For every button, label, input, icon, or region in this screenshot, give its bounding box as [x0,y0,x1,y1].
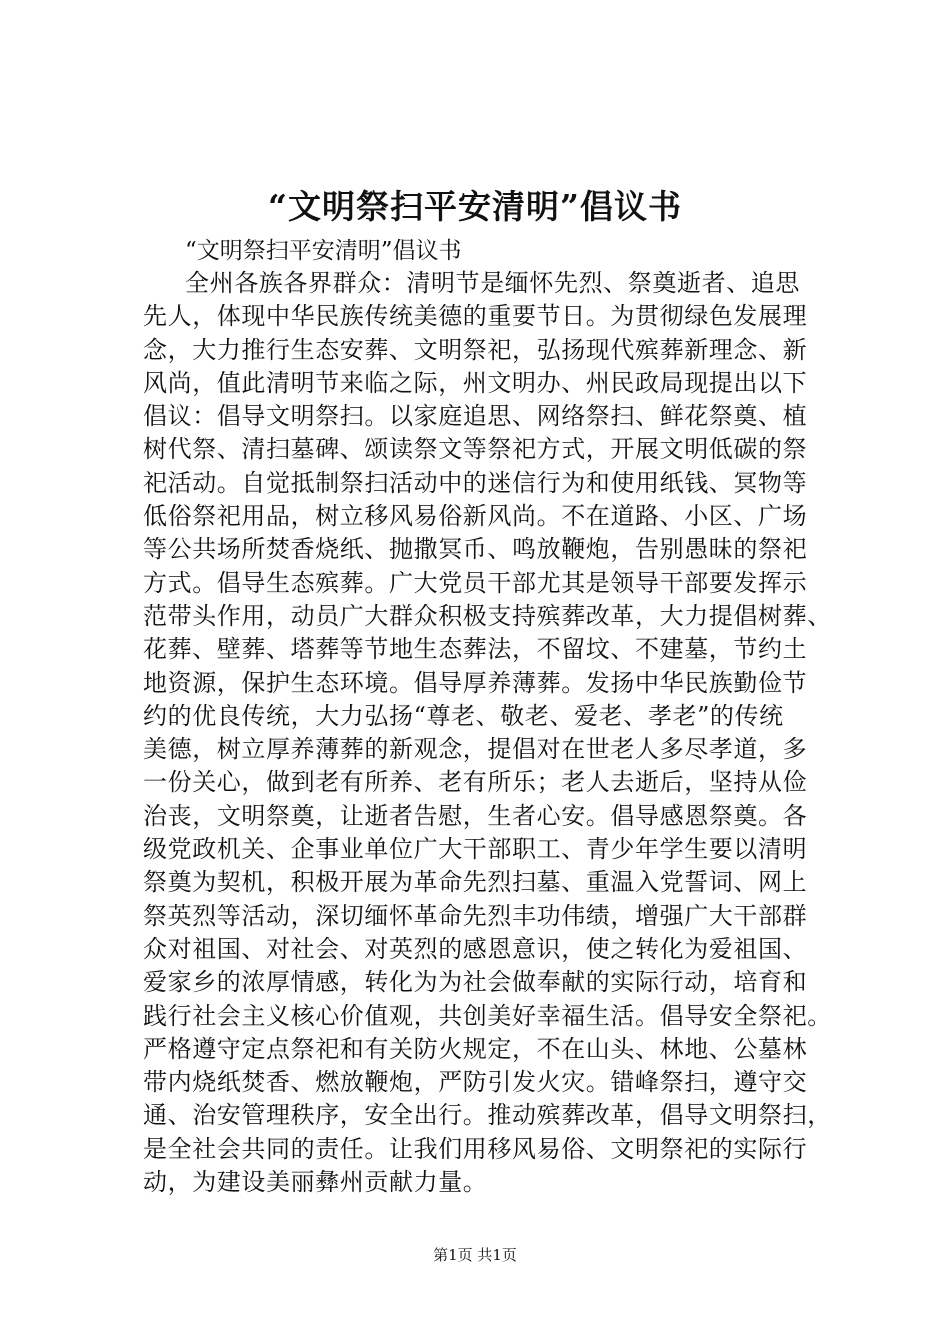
body-line: 一份关心，做到老有所养、老有所乐；老人去逝后，坚持从俭 [143,768,808,797]
body-line: 花葬、壁葬、塔葬等节地生态葬法，不留坟、不建墓，节约土 [143,635,808,664]
body-line: 等公共场所焚香烧纸、抛撒冥币、鸣放鞭炮，告别愚昧的祭祀 [143,535,808,564]
body-line: 践行社会主义核心价值观，共创美好幸福生活。倡导安全祭祀。 [143,1001,832,1030]
body-line: 树代祭、清扫墓碑、颂读祭文等祭祀方式，开展文明低碳的祭 [143,435,808,464]
body-line: 念，大力推行生态安葬、文明祭祀，弘扬现代殡葬新理念、新 [143,335,808,364]
document-title: “文明祭扫平安清明”倡议书 [268,187,682,226]
body-line: 美德，树立厚养薄葬的新观念，提倡对在世老人多尽孝道，多 [143,735,808,764]
body-line: 方式。倡导生态殡葬。广大党员干部尤其是领导干部要发挥示 [143,568,808,597]
body-line: 地资源，保护生态环境。倡导厚养薄葬。发扬中华民族勤俭节 [143,668,808,697]
body-line: 先人，体现中华民族传统美德的重要节日。为贯彻绿色发展理 [143,302,808,331]
body-line: 爱家乡的浓厚情感，转化为为社会做奉献的实际行动，培育和 [143,968,808,997]
body-line: 众对祖国、对社会、对英烈的感恩意识，使之转化为爱祖国、 [143,934,808,963]
body-line: 倡议：倡导文明祭扫。以家庭追思、网络祭扫、鲜花祭奠、植 [143,402,808,431]
body-line: 祭英烈等活动，深切缅怀革命先烈丰功伟绩，增强广大干部群 [143,901,808,930]
body-line: 动，为建设美丽彝州贡献力量。 [143,1168,488,1197]
body-line: 祀活动。自觉抵制祭扫活动中的迷信行为和使用纸钱、冥物等 [143,468,808,497]
body-line: 约的优良传统，大力弘扬“尊老、敬老、爱老、孝老”的传统 [143,701,784,730]
body-line: 严格遵守定点祭祀和有关防火规定，不在山头、林地、公墓林 [143,1034,808,1063]
body-line: 祭奠为契机，积极开展为革命先烈扫墓、重温入党誓词、网上 [143,868,808,897]
body-line: 带内烧纸焚香、燃放鞭炮，严防引发火灾。错峰祭扫，遵守交 [143,1068,808,1097]
body-line: 级党政机关、企事业单位广大干部职工、青少年学生要以清明 [143,835,808,864]
body-line: 是全社会共同的责任。让我们用移风易俗、文明祭祀的实际行 [143,1134,808,1163]
document-body [143,267,863,1199]
body-line: 范带头作用，动员广大群众积极支持殡葬改革，大力提倡树葬、 [143,601,832,630]
body-line: 低俗祭祀用品，树立移风易俗新风尚。不在道路、小区、广场 [143,502,808,531]
document-subtitle: “文明祭扫平安清明”倡议书 [185,238,462,264]
body-line: 全州各族各界群众：清明节是缅怀先烈、祭奠逝者、追思 [185,269,800,297]
body-line: 治丧，文明祭奠，让逝者告慰，生者心安。倡导感恩祭奠。各 [143,801,808,830]
page-footer: 第1页 共1页 [433,1246,517,1264]
body-line: 风尚，值此清明节来临之际，州文明办、州民政局现提出以下 [143,368,808,397]
body-line: 通、治安管理秩序，安全出行。推动殡葬改革，倡导文明祭扫， [143,1101,832,1130]
